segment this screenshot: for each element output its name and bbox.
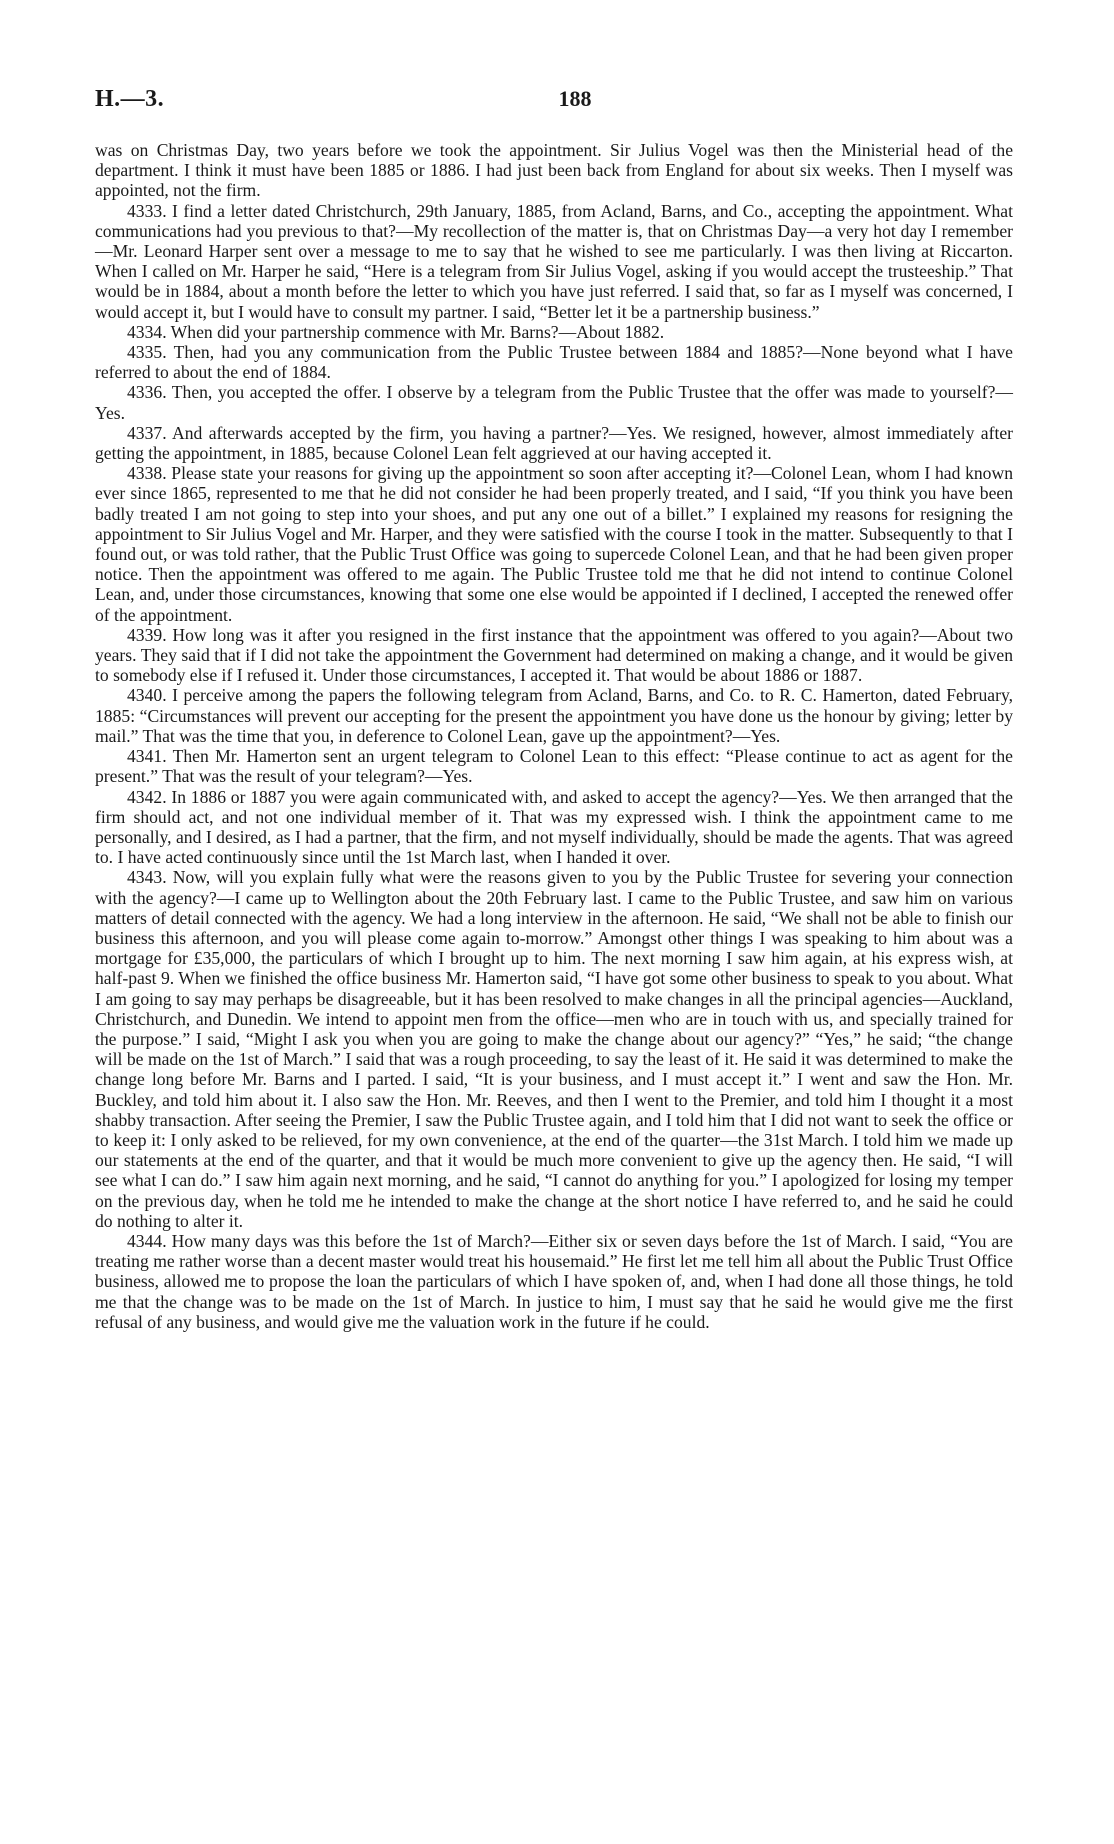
paragraph-4340: 4340. I perceive among the papers the following telegram from Acland, Barns, and Co. to R. C. Hamerton, dated February, 1885: “Circumstances will prevent our accepting for the present the appointment you have done us the honour by giving; letter by mail.” That was the time that you, in deference to Colonel Lean, gave up the appointment?—Yes. [95,685,1013,746]
paragraph-4339: 4339. How long was it after you resigned in the first instance that the appointment was offered to you again?—About two years. They said that if I did not take the appointment the Government had determined on making a change, and it would be given to somebody else if I refused it. Under those circumstances, I accepted it. That would be about 1886 or 1887. [95,624,1013,686]
paragraph-4343: 4343. Now, will you explain fully what were the reasons given to you by the Public Trustee for severing your connection with the agency?—I came up to Wellington about the 20th February last. I came to the Public Trustee, and saw him on various matters of detail connected with the agency. We had a long interview in the afternoon. He said, “We shall not be able to finish our business this afternoon, and you will please come again to-morrow.” Amongst other things I was speaking to him about was a mortgage for £35,000, the particulars of which I brought up to him. The next morning I saw him again, at his express wish, at half-past 9. When we finished the office business Mr. Hamerton said, “I have got some other business to speak to you about. What I am going to say may perhaps be disagreeable, but it has been resolved to make changes in all the principal agencies—Auckland, Christchurch, and Dunedin. We intend to appoint men from the office—men who are in touch with us, and specially trained for the purpose.” I said, “Might I ask you when you are going to make the change about our agency?” “Yes,” he said; “the change will be made on the 1st of March.” I said that was a rough proceeding, to say the least of it. He said it was determined to make the change long before Mr. Barns and I parted. I said, “It is your business, and I must accept it.” I went and saw the Hon. Mr. Buckley, and told him about it. I also saw the Hon. Mr. Reeves, and then I went to the Premier, and told him I thought it a most shabby transaction. After seeing the Premier, I saw the Public Trustee again, and I told him that I did not want to seek the office or to keep it: I only asked to be relieved, for my own convenience, at the end of the quarter—the 31st March. I told him we made up our statements at the end of the quarter, and that it would be much more convenient to give up the agency then. He said, “I will see what I can do.” I saw him again next morning, and he said, “I cannot do anything for you.” I apologized for losing my temper on the previous day, when he told me he intended to make the change at the short notice I have referred to, and he said he could do nothing to alter it. [95,867,1013,1231]
page-header [95,0,1013,110]
paragraph-4333: 4333. I find a letter dated Christchurch, 29th January, 1885, from Acland, Barns, and Co., accepting the appointment. What communications had you previous to that?—My recollection of the matter is, that on Christmas Day—a very hot day I remember—Mr. Leonard Harper sent over a message to me to say that he wished to see me particularly. I was then living at Riccarton. When I called on Mr. Harper he said, “Here is a telegram from Sir Julius Vogel, asking if you would accept the trusteeship.” That would be in 1884, about a month before the letter to which you have just referred. I said that, so far as I myself was concerned, I would accept it, but I would have to consult my partner. I said, “Better let it be a partnership business.” [95,200,1013,322]
page-number: 188 [558,86,592,111]
paragraph-4336: 4336. Then, you accepted the offer. I observe by a telegram from the Public Trustee that the offer was made to yourself?—Yes. [95,382,1013,423]
paragraph-4341: 4341. Then Mr. Hamerton sent an urgent telegram to Colonel Lean to this effect: “Please continue to act as agent for the present.” That was the result of your telegram?—Yes. [95,746,1013,787]
paragraph-4337: 4337. And afterwards accepted by the firm, you having a partner?—Yes. We resigned, however, almost immediately after getting the appointment, in 1885, because Colonel Lean felt aggrieved at our having accepted it. [95,422,1013,464]
paragraph-continued: was on Christmas Day, two years before we took the appointment. Sir Julius Vogel was then the Ministerial head of the department. I think it must have been 1885 or 1886. I had just been back from England for about six weeks. Then I myself was appointed, not the firm. [95,140,1013,201]
document-id: H.—3. [95,86,165,112]
document-page [95,0,1013,1332]
paragraph-4338: 4338. Please state your reasons for giving up the appointment so soon after accepting it?—Colonel Lean, whom I had known ever since 1865, represented to me that he did not consider he had been properly treated, and I said, “If you think you have been badly treated I am not going to step into your shoes, and put any one out of a billet.” I explained my reasons for resigning the appointment to Sir Julius Vogel and Mr. Harper, and they were satisfied with the course I took in the matter. Subsequently to that I found out, or was told rather, that the Public Trust Office was going to supercede Colonel Lean, and that he had been given proper notice. Then the appointment was offered to me again. The Public Trustee told me that he did not intend to continue Colonel Lean, and, under those circumstances, knowing that some one else would be appointed if I declined, I accepted the renewed offer of the appointment. [95,463,1013,625]
paragraph-4344: 4344. How many days was this before the 1st of March?—Either six or seven days before the 1st of March. I said, “You are treating me rather worse than a decent master would treat his housemaid.” He first let me tell him all about the Public Trust Office business, allowed me to propose the loan the particulars of which I have spoken of, and, when I had done all those things, he told me that the change was to be made on the 1st of March. In justice to him, I must say that he said he would give me the first refusal of any business, and would give me the valuation work in the future if he could. [95,1230,1013,1332]
paragraph-4335: 4335. Then, had you any communication from the Public Trustee between 1884 and 1885?—None beyond what I have referred to about the end of 1884. [95,342,1013,383]
paragraph-4342: 4342. In 1886 or 1887 you were again communicated with, and asked to accept the agency?—Yes. We then arranged that the firm should act, and not one individual member of it. That was my expressed wish. I think the appointment came to me personally, and I desired, as I had a partner, that the firm, and not myself individually, should be made the agents. That was agreed to. I have acted continuously since until the 1st March last, when I handed it over. [95,786,1013,868]
paragraph-4334: 4334. When did your partnership commence with Mr. Barns?—About 1882. [127,321,665,342]
body-text [95,140,1013,1332]
